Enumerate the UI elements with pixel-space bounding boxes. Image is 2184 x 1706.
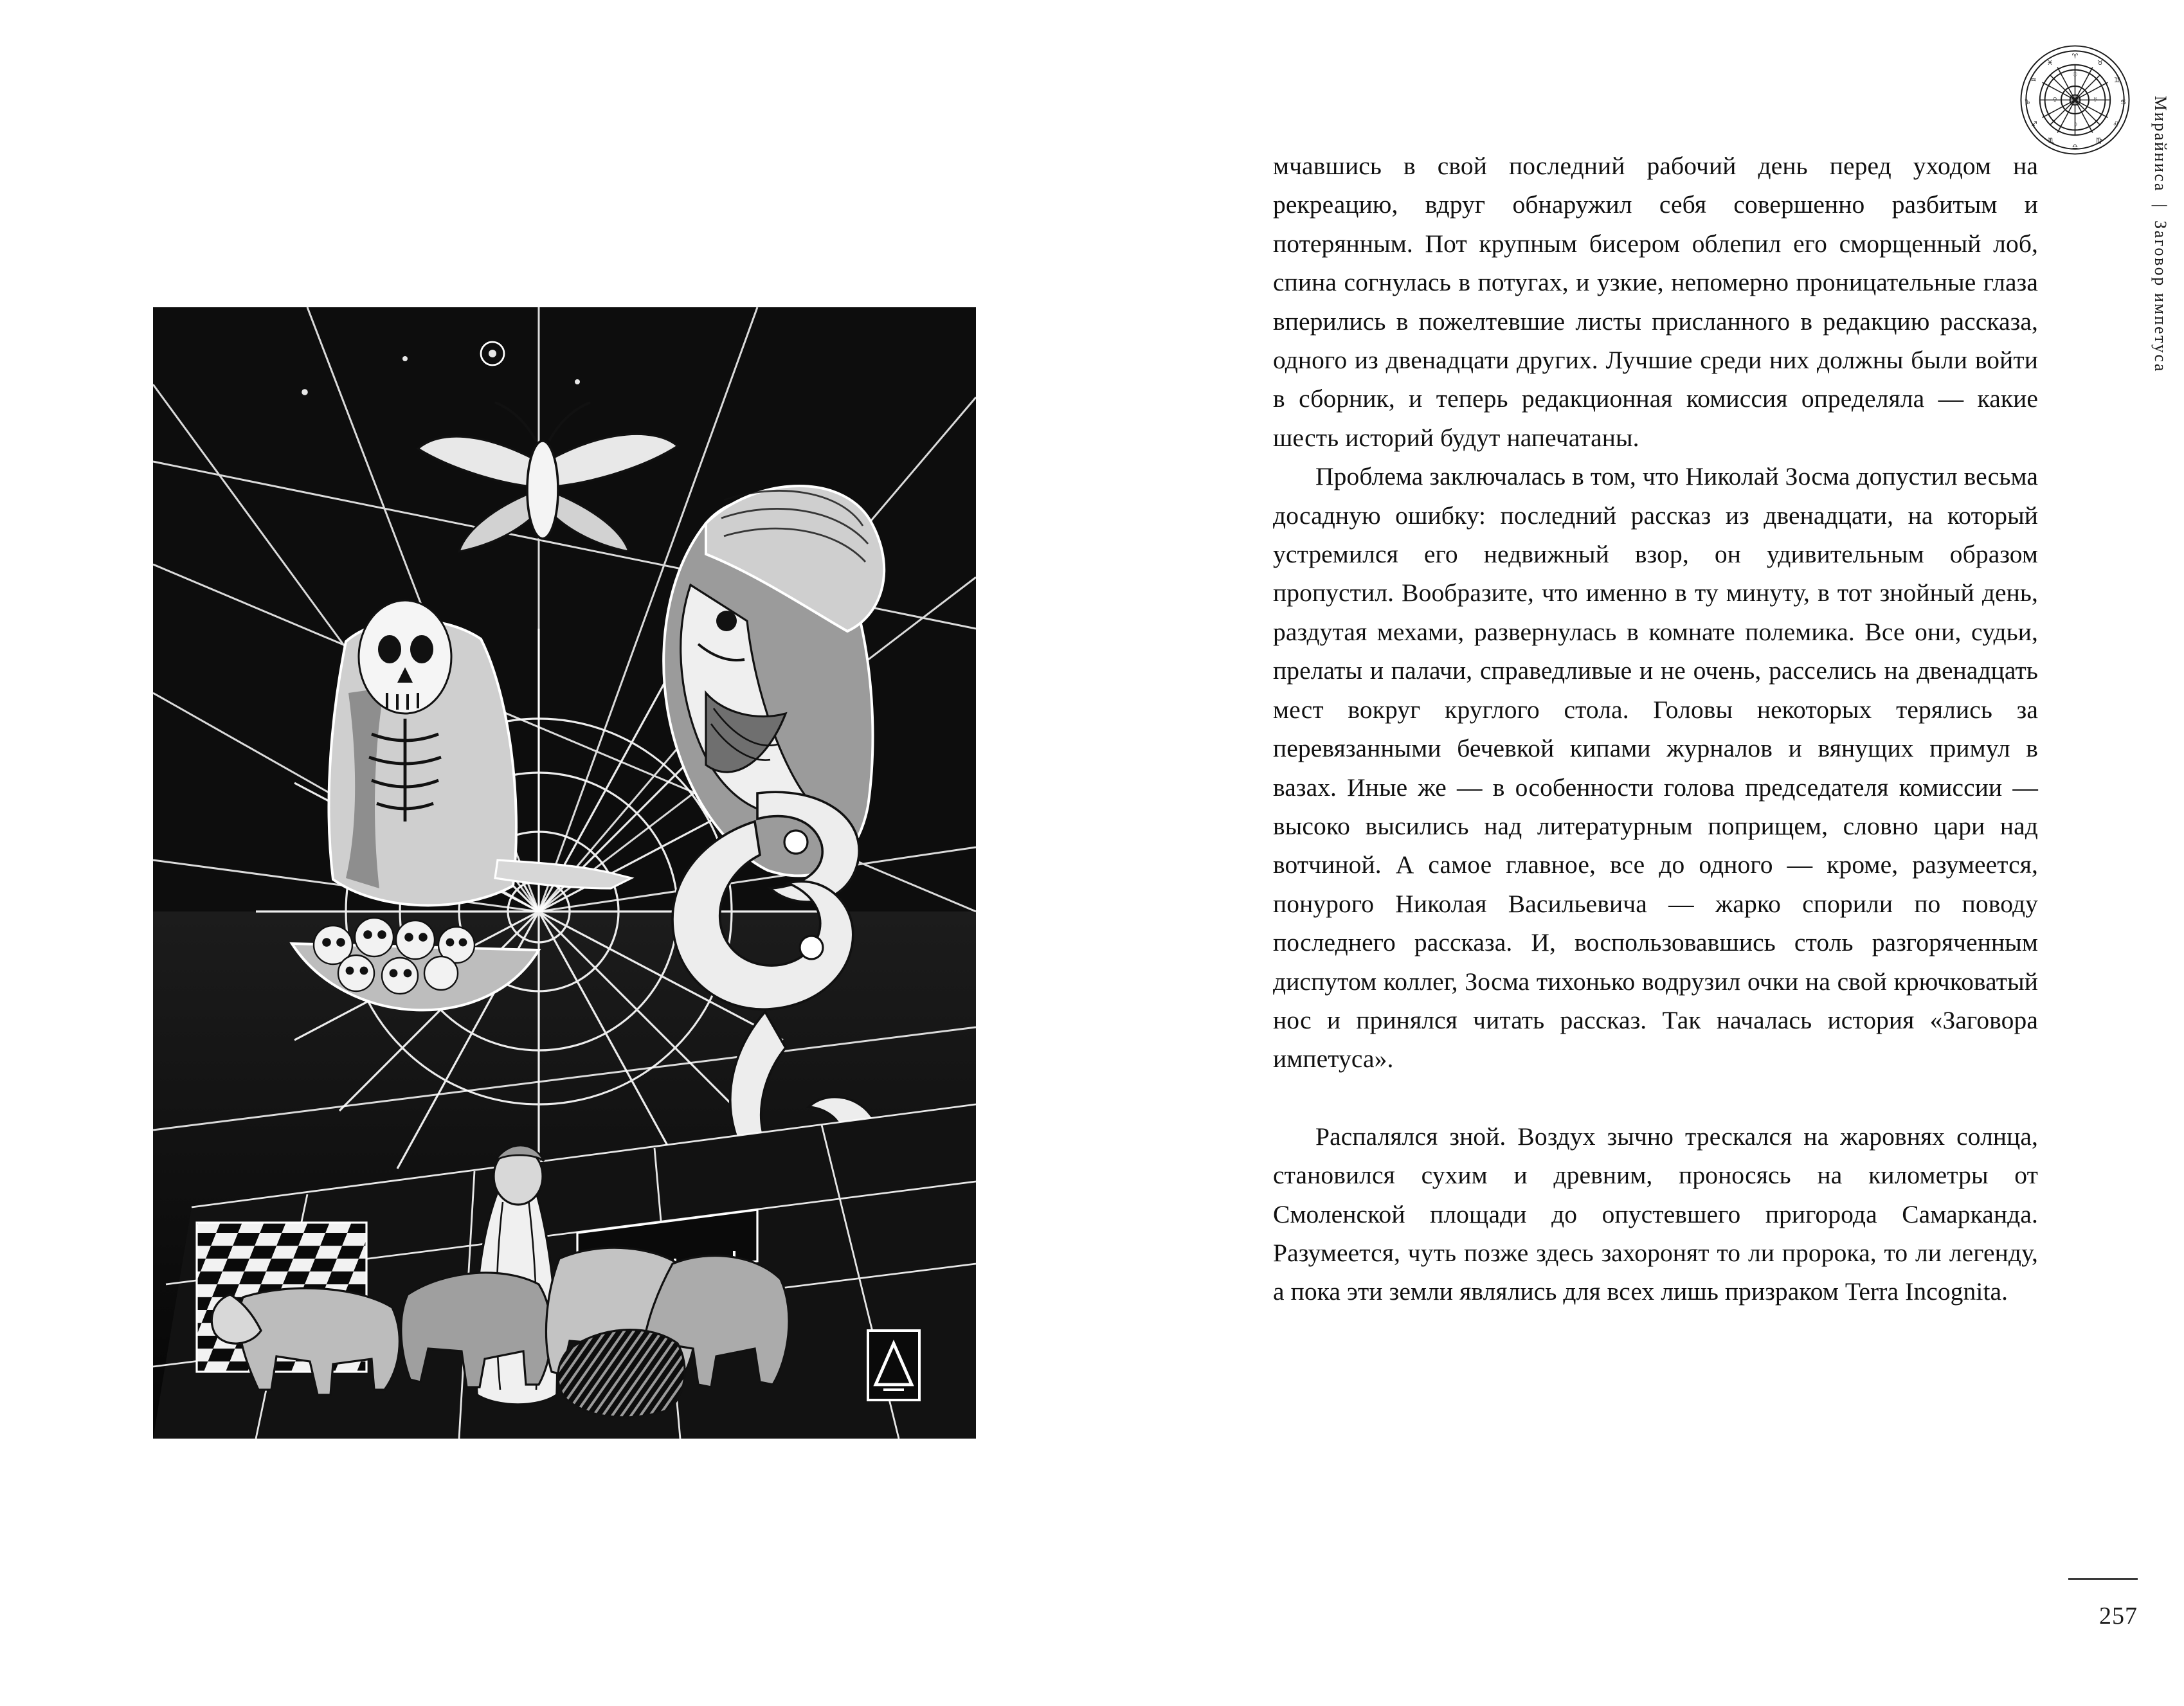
svg-text:♋: ♋ [2120, 98, 2127, 107]
svg-text:♀: ♀ [2053, 96, 2057, 103]
svg-text:♊: ♊ [2114, 76, 2120, 85]
page-number: 257 [2099, 1603, 2138, 1630]
svg-text:♓: ♓ [2046, 58, 2053, 67]
svg-text:♒: ♒ [2030, 76, 2037, 85]
running-head-separator: | [2151, 204, 2170, 209]
svg-text:♎: ♎ [2071, 142, 2079, 151]
body-text-column [1273, 147, 2038, 1311]
paragraph-3: Распалялся зной. Воздух зычно трескался на жаровнях солнца, становился сухим и древним, проносясь на километры от Смоленской площади до опустевшего пригорода Самарканда. Разумеется, чуть позже здесь захоронят то ли пророка, то ли легенду, а пока эти земли являлись для всех лишь призраком Terra Incognita. [1273, 1122, 2038, 1306]
engraving-illustration [153, 307, 976, 1439]
svg-text:☉: ☉ [2072, 71, 2078, 78]
svg-text:♍: ♍ [2095, 136, 2102, 145]
svg-text:♉: ♉ [2097, 58, 2104, 67]
svg-text:☿: ☿ [2093, 96, 2097, 103]
svg-text:☽: ☽ [2072, 121, 2078, 129]
running-head [2151, 96, 2170, 373]
svg-text:♌: ♌ [2113, 120, 2119, 129]
paragraph-2: Проблема заключалась в том, что Николай Зосма допустил весьма досадную ошибку: последний рассказ из двенадцати, на который устремился его недвижный взор, он удивительным образом пропустил. Вообразите, что именно в ту минуту, в тот знойный день, раздутая мехами, развернулась в комнате полемика. Все они, судьи, прелаты и палачи, справедливые и не очень, расселись на двенадцать мест вокруг круглого стола. Головы некоторых терялись за перевязанными бечевкой кипами журналов и вянущих примул в вазах. Иные же — в особенности голова председателя комиссии — высоко высились над литературным поприщем, словно цари над вотчиной. А самое главное, все до одного — кроме, разумеется, понурого Николая Васильевича — жарко спорили по поводу последнего рассказа. И, воспользовавшись столь разгоряченным диспутом коллег, Зосма тихонько водрузил очки на свой крючковатый нос и принялся читать рассказ. Так началась история «Заговора импетуса». [1273, 462, 2038, 1073]
right-page [1209, 0, 2184, 1706]
engraving-artwork [153, 307, 976, 1439]
running-head-author: Мирайниса [2151, 96, 2170, 193]
svg-text:♐: ♐ [2031, 120, 2037, 129]
artist-signature [868, 1331, 919, 1400]
folio-rule [2068, 1578, 2138, 1580]
svg-text:♏: ♏ [2048, 136, 2055, 145]
paragraph-1: мчавшись в свой последний рабочий день перед уходом на рекреацию, вдруг обнаружил себя совершенно разбитым и потерянным. Пот крупным бисером облепил его сморщенный лоб, спина согнулась в потугах, и узкие, непомерно проницательные глаза вперились в пожелтевшие листы присланного в редакцию рассказа, одного из двенадцати других. Лучшие среди них должны были войти в сборник, и теперь редакционная комиссия определяла — какие шесть историй будут напечатаны. [1273, 152, 2038, 452]
running-head-title: Заговор импетуса [2151, 220, 2170, 373]
svg-text:♑: ♑ [2024, 98, 2031, 107]
svg-text:♈: ♈ [2071, 52, 2079, 60]
